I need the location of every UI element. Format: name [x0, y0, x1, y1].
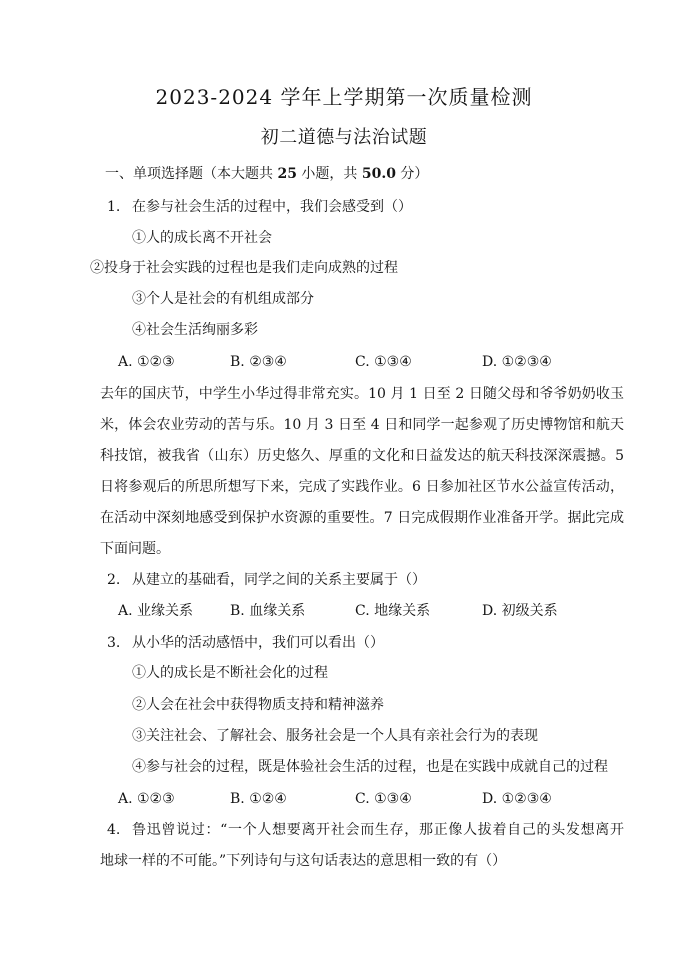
passage-line: 去年的国庆节，中学生小华过得非常充实。10 月 1 日至 2 日随父母和爷爷奶奶收玉	[100, 386, 624, 402]
exam-subtitle: 初二道德与法治试题	[260, 127, 428, 148]
question-count: 25	[277, 166, 297, 182]
question-number: 4.	[107, 822, 121, 838]
passage-line: 日将参观后的所思所想写下来，完成了实践作业。6 日参加社区节水公益宣传活动，	[100, 479, 624, 495]
passage-line: 下面问题。	[100, 541, 170, 557]
section-heading-suffix: 分）	[395, 166, 429, 182]
statement: ④社会生活绚丽多彩	[132, 322, 258, 338]
option-a: A. 业缘关系	[118, 603, 194, 619]
question-number: 3.	[107, 635, 121, 651]
option-b: B. ②③④	[230, 354, 287, 370]
passage-line: 科技馆，被我省（山东）历史悠久、厚重的文化和日益发达的航天科技深深震撼。5	[100, 448, 624, 464]
statement: ①人的成长离不开社会	[132, 230, 272, 246]
option-b: B. 血缘关系	[230, 603, 306, 619]
passage-line: 在活动中深刻地感受到保护水资源的重要性。7 日完成假期作业准备开学。据此完成	[100, 510, 624, 526]
statement: ③个人是社会的有机组成部分	[132, 291, 314, 307]
option-d: D. ①②③④	[482, 791, 552, 807]
section-heading-middle: 小题，共	[296, 166, 362, 182]
question-number: 2.	[107, 572, 121, 588]
statement: ④参与社会的过程，既是体验社会生活的过程，也是在实践中成就自己的过程	[132, 759, 608, 775]
option-a: A. ①②③	[118, 354, 175, 370]
option-c: C. ①③④	[355, 354, 412, 370]
total-score: 50.0	[361, 166, 396, 182]
question-stem: 鲁迅曾说过：“一个人想要离开社会而生存，那正像人拔着自己的头发想离开	[132, 822, 624, 838]
statement: ②投身于社会实践的过程也是我们走向成熟的过程	[90, 260, 398, 276]
question-stem: 从建立的基础看，同学之间的关系主要属于（）	[132, 572, 426, 588]
exam-title: 2023-2024 学年上学期第一次质量检测	[155, 85, 533, 109]
statement: ①人的成长是不断社会化的过程	[132, 665, 328, 681]
option-c: C. 地缘关系	[355, 603, 431, 619]
section-heading	[105, 164, 428, 184]
question-stem: 从小华的活动感悟中，我们可以看出（）	[132, 635, 384, 651]
option-c: C. ①③④	[355, 791, 412, 807]
passage-line: 米，体会农业劳动的苦与乐。10 月 3 日至 4 日和同学一起参观了历史博物馆和航天	[100, 417, 624, 433]
statement: ②人会在社会中获得物质支持和精神滋养	[132, 697, 384, 713]
section-heading-prefix: 一、单项选择题（本大题共	[105, 166, 278, 182]
statement: ③关注社会、了解社会、服务社会是一个人具有亲社会行为的表现	[132, 728, 538, 744]
question-stem: 在参与社会生活的过程中，我们会感受到（）	[132, 199, 412, 215]
question-stem-continuation: 地球一样的不可能。”下列诗句与这句话表达的意思相一致的有（）	[100, 853, 507, 869]
option-d: D. ①②③④	[482, 354, 552, 370]
option-a: A. ①②③	[118, 791, 175, 807]
option-d: D. 初级关系	[482, 603, 558, 619]
option-b: B. ①②④	[230, 791, 287, 807]
question-number: 1.	[107, 199, 121, 215]
